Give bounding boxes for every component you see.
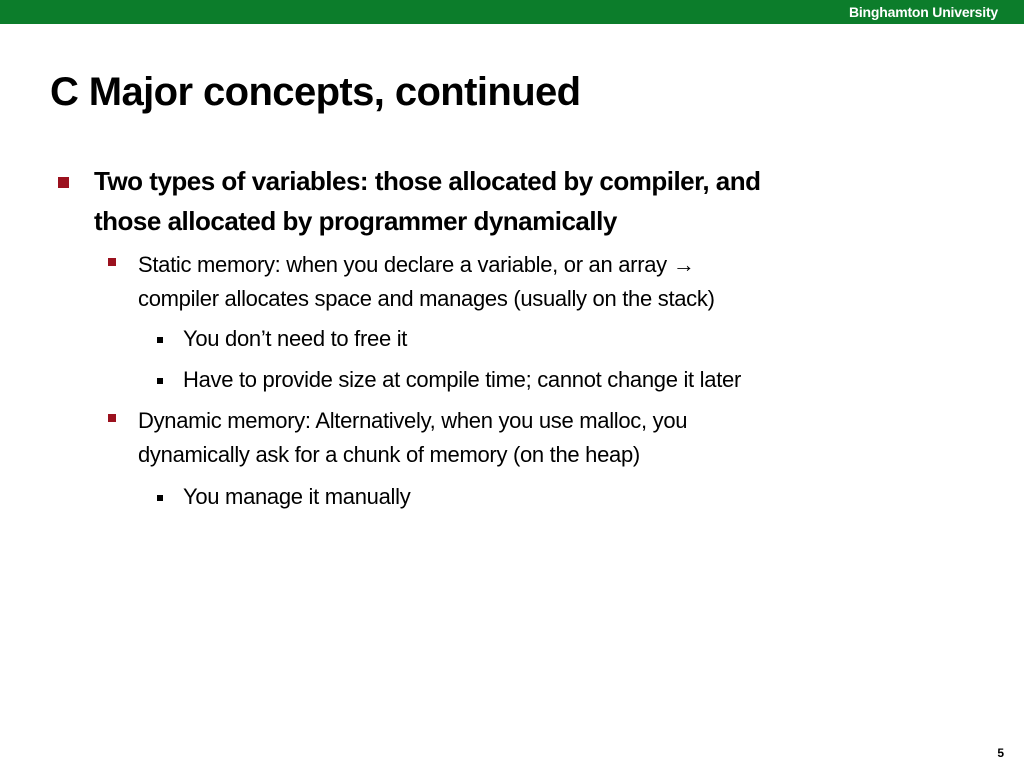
square-bullet-icon [108, 258, 116, 266]
bullet-text-line: Have to provide size at compile time; cannot change it later [183, 367, 741, 392]
bullet-text-line: Dynamic memory: Alternatively, when you use malloc, you [138, 408, 688, 433]
square-bullet-icon [157, 495, 163, 501]
bullet-text-line: dynamically ask for a chunk of memory (on the heap) [138, 442, 640, 467]
university-name: Binghamton University [848, 4, 998, 20]
right-arrow-icon: → [672, 252, 695, 277]
bullet-text-line [138, 248, 695, 282]
square-bullet-icon [108, 414, 116, 422]
bullet-text-line: You don’t need to free it [183, 326, 408, 351]
square-bullet-icon [157, 378, 163, 384]
square-bullet-icon [157, 337, 163, 343]
bullet-text-line: compiler allocates space and manages (usually on the stack) [138, 286, 715, 311]
page-number: 5 [997, 746, 1004, 760]
slide-title: C Major concepts, continued [50, 70, 581, 114]
square-bullet-icon [58, 177, 69, 188]
bullet-text-line: You manage it manually [183, 484, 411, 509]
bullet-text-line: those allocated by programmer dynamically [94, 206, 617, 236]
bullet-text: Static memory: when you declare a variable, or an array [138, 252, 667, 277]
bullet-text-line: Two types of variables: those allocated by compiler, and [94, 166, 761, 196]
